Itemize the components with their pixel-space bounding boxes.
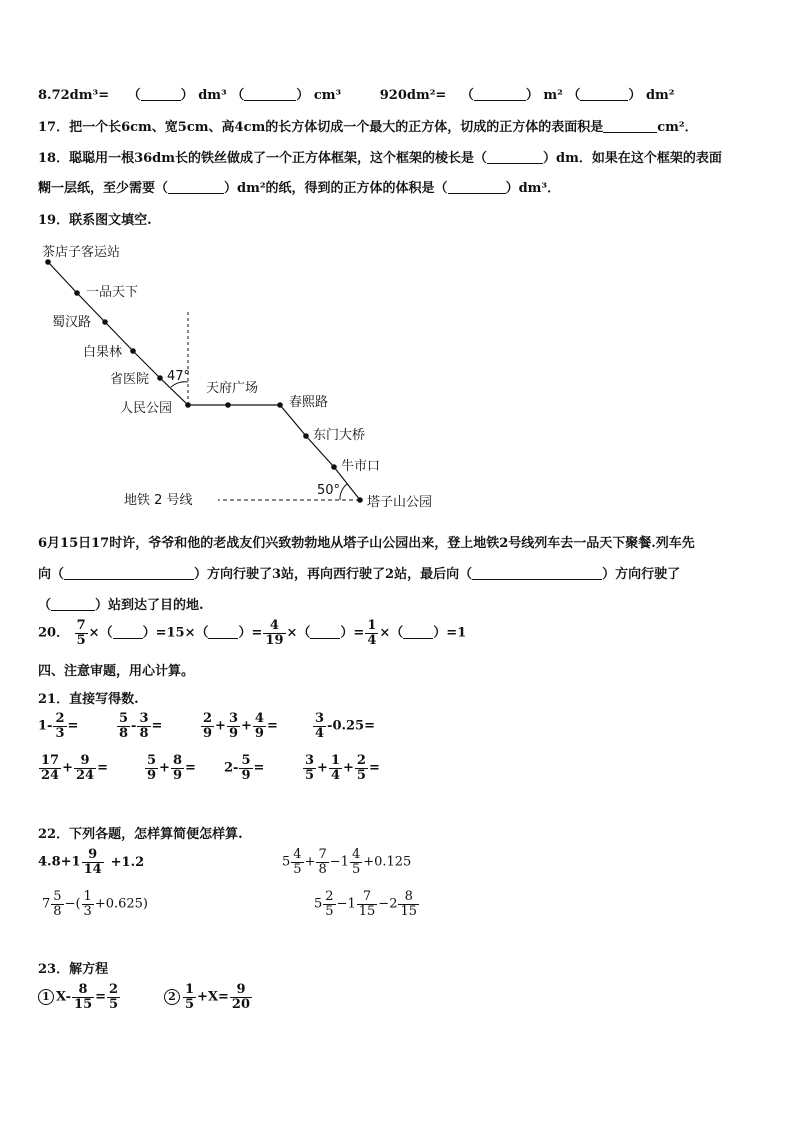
question-text: ）站到达了目的地. (95, 598, 204, 613)
expression: $\frac{5}{9}$ + $\frac{8}{9}$ = (147, 753, 196, 783)
q16-a-label: 8.72dm³= (38, 88, 110, 103)
fraction: $\frac{4}{19}$ (265, 618, 284, 648)
question-number: 21． (38, 692, 70, 707)
question-number: 23． (38, 962, 70, 977)
station-label: 一品天下 (86, 285, 139, 300)
question-text: ）方向行驶了3站，再向西行驶了2站，最后向（ (194, 567, 473, 582)
question-text: 解方程 (69, 962, 109, 977)
question-19-text-line3 (38, 594, 204, 613)
question-number: 18． (38, 151, 70, 166)
question-number: 22． (38, 827, 70, 842)
answer-blank[interactable] (64, 566, 194, 580)
subway-map-diagram (0, 230, 794, 520)
expression: 5 $\frac{4}{5}$ + $\frac{7}{8}$ −1 $\frac{4}{5}$ +0.125 (282, 847, 412, 877)
question-17 (38, 116, 698, 135)
station-dot (303, 433, 309, 439)
question-text: 向（ (38, 567, 65, 582)
answer-blank[interactable] (113, 625, 143, 639)
question-number: 19． (38, 213, 70, 228)
expression: $\frac{3}{5}$ + $\frac{1}{4}$ + $\frac{2}{5}$ = (305, 753, 380, 783)
answer-blank[interactable] (403, 625, 433, 639)
unit-label: dm³ (198, 88, 227, 103)
expression: $\frac{17}{24}$ + $\frac{9}{24}$ = (41, 753, 108, 783)
answer-blank[interactable] (51, 597, 95, 611)
unit-label: cm³ (313, 88, 342, 103)
station-dot (331, 464, 337, 470)
station-label: 人民公园 (120, 401, 173, 416)
question-text: ）dm³． (505, 181, 561, 196)
station-dot (225, 402, 231, 408)
station-dot (130, 348, 136, 354)
q16-line: 8.72dm³= （ ） dm³ （ ） cm³ 920dm²= （ ） m² （ ） dm² (38, 88, 675, 103)
expression: 2- $\frac{5}{9}$ = (224, 753, 265, 783)
question-19-text-line1 (38, 532, 695, 551)
fraction: $\frac{1}{4}$ (367, 618, 377, 648)
station-dot (157, 375, 163, 381)
station-dot (74, 290, 80, 296)
circled-number: 2 (164, 989, 180, 1005)
station-label: 省医院 (110, 372, 150, 387)
question-text: 把一个长6cm、宽5cm、高4cm的长方体切成一个最大的正方体，切成的正方体的表面积是 (69, 120, 604, 135)
unit-label: m² (543, 88, 563, 103)
unit-label: cm²． (657, 120, 698, 135)
question-text: ）方向行驶了 (602, 567, 681, 582)
answer-blank[interactable] (487, 150, 543, 164)
station-label: 东门大桥 (313, 428, 366, 443)
station-dot (277, 402, 283, 408)
station-label: 牛市口 (341, 459, 381, 474)
question-text: 糊一层纸，至少需要（ (38, 181, 169, 196)
station-dot (185, 402, 191, 408)
question-text: ）dm²的纸，得到的正方体的体积是（ (224, 181, 448, 196)
expression: $\frac{5}{8}$ - $\frac{3}{8}$ = (119, 711, 163, 741)
expression: 4.8+1 $\frac{9}{14}$ +1.2 (38, 847, 145, 877)
station-dot (102, 319, 108, 325)
q16-b-label: 920dm²= (379, 88, 447, 103)
answer-blank[interactable] (244, 87, 296, 101)
equation: 1 X- $\frac{8}{15}$ = $\frac{2}{5}$ (38, 983, 121, 1011)
circled-number: 1 (38, 989, 54, 1005)
station-label: 茶店子客运站 (42, 245, 121, 260)
question-18-line2 (38, 177, 560, 196)
expression: 7 $\frac{5}{8}$ −( $\frac{1}{3}$ +0.625) (42, 889, 148, 919)
answer-blank[interactable] (208, 625, 238, 639)
answer-blank[interactable] (310, 625, 340, 639)
question-19-title (38, 209, 152, 228)
question-18-line1 (38, 147, 722, 166)
station-label: 白果林 (83, 345, 123, 360)
question-text: 联系图文填空. (69, 213, 152, 228)
answer-blank[interactable] (448, 180, 506, 194)
question-text: （ (38, 598, 52, 613)
answer-blank[interactable] (580, 87, 628, 101)
question-22-title (38, 823, 243, 842)
expression: 1- $\frac{2}{3}$ = (38, 711, 79, 741)
answer-blank[interactable] (472, 566, 602, 580)
question-text: 下列各题，怎样算简便怎样算. (69, 827, 243, 842)
section-heading: 四、注意审题，用心计算。 (38, 664, 195, 679)
question-text: 6月15日17时许，爷爷和他的老战友们兴致勃勃地从塔子山公园出来，登上地铁2号线列车去一品天下聚餐.列车先 (38, 536, 695, 551)
question-20: 20． $\frac{7}{5}$ ×（ ）=15×（ ）= $\frac{4}{19}$ ×（ ）= $\frac{1}{4}$ ×（ ）=1 (38, 618, 467, 648)
question-text: 聪聪用一根36dm长的铁丝做成了一个正方体框架，这个框架的棱长是（ (69, 151, 488, 166)
station-label: 蜀汉路 (52, 315, 92, 330)
angle-label: 47° (167, 369, 191, 384)
question-21-title (38, 688, 139, 707)
unit-label: dm² (645, 88, 675, 103)
question-text: ）dm．如果在这个框架的表面 (543, 151, 722, 166)
question-19-text-line2 (38, 563, 680, 582)
equation: 2 $\frac{1}{5}$ +X= $\frac{9}{20}$ (164, 983, 253, 1011)
angle-label: 50° (317, 483, 341, 498)
question-number: 20． (38, 625, 70, 641)
expression: 5 $\frac{2}{5}$ −1 $\frac{7}{15}$ −2 $\frac{8}{15}$ (314, 889, 418, 919)
fraction: $\frac{7}{5}$ (76, 618, 86, 648)
station-dot (45, 259, 51, 265)
expression: $\frac{3}{4}$ -0.25= (315, 711, 375, 741)
answer-blank[interactable] (141, 87, 181, 101)
answer-blank[interactable] (168, 180, 224, 194)
expression: $\frac{2}{9}$ + $\frac{3}{9}$ + $\frac{4}{9}$ = (203, 711, 278, 741)
question-number: 17． (38, 120, 70, 135)
station-dot (357, 497, 363, 503)
question-text: 直接写得数. (69, 692, 139, 707)
station-label: 春熙路 (289, 395, 329, 410)
answer-blank[interactable] (474, 87, 526, 101)
answer-blank[interactable] (603, 119, 657, 133)
subway-line-label: 地铁 2 号线 (124, 493, 193, 508)
station-label: 天府广场 (206, 381, 259, 396)
question-23-title (38, 958, 108, 977)
station-label: 塔子山公园 (367, 495, 433, 510)
